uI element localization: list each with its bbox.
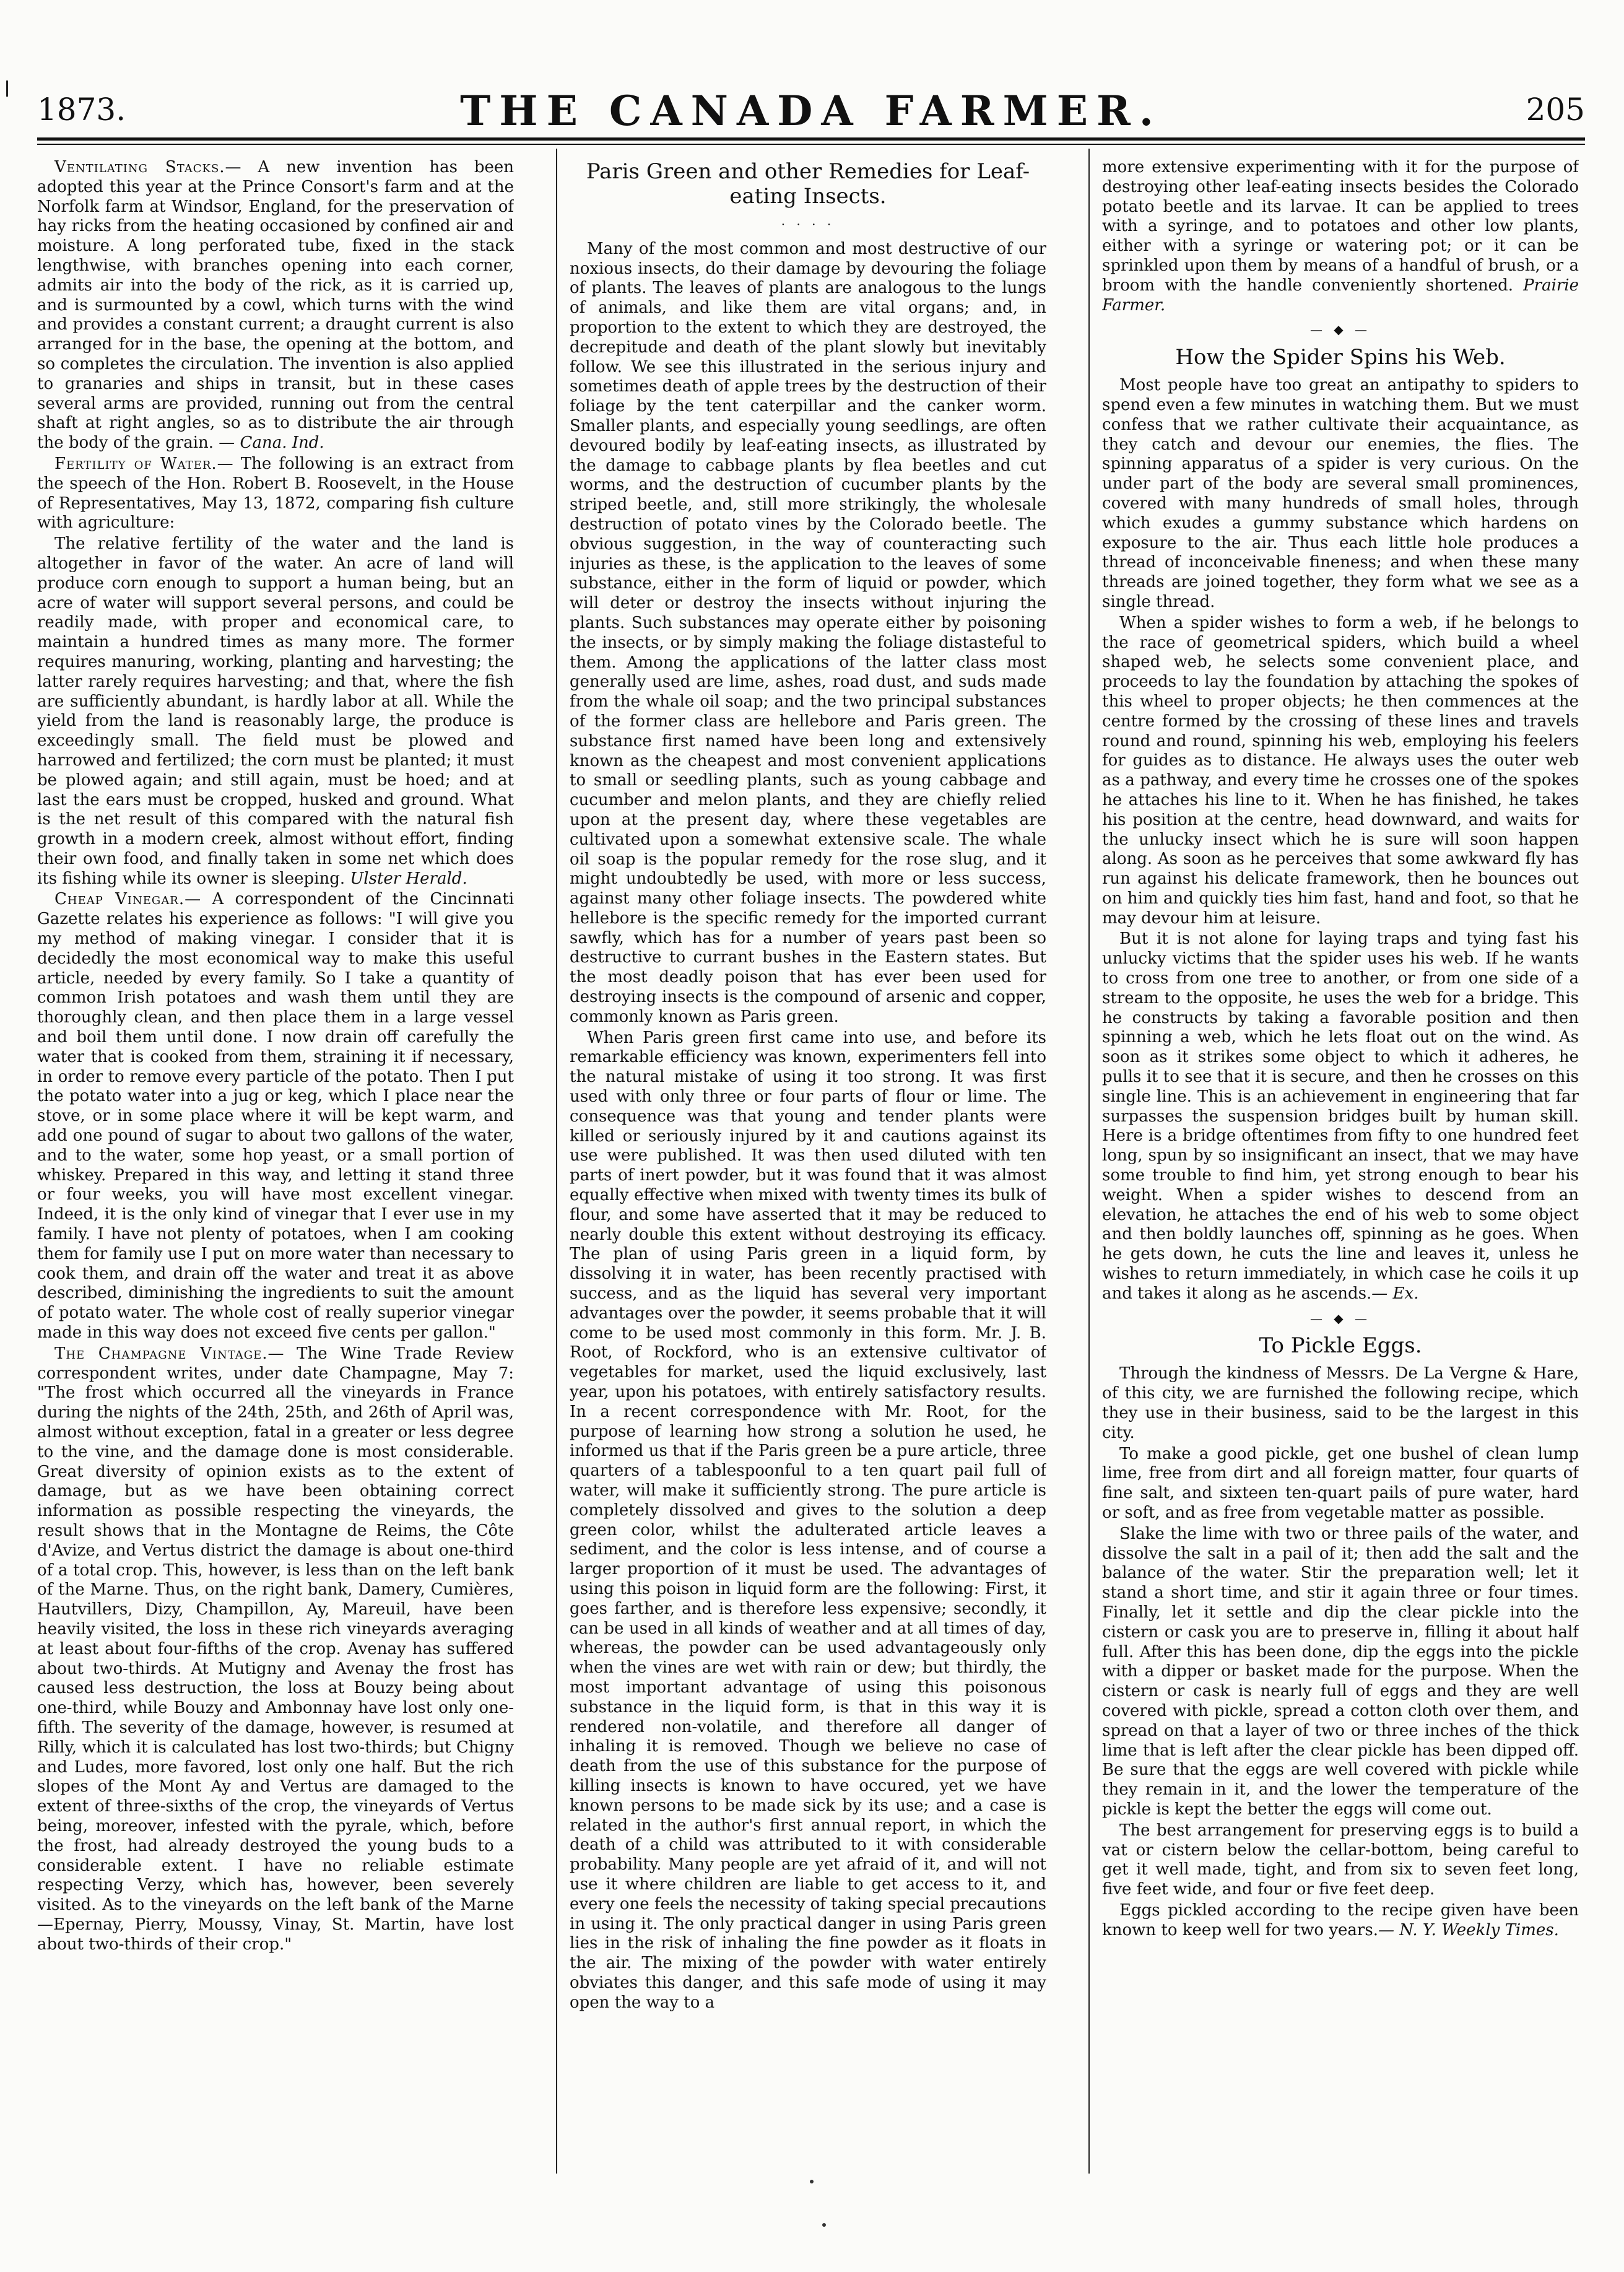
article-paragraph: The relative fertility of the water and the land is altogether in favor of the water. An acre of land will produce corn enough to support a human being, but an acre of water will support several persons, and could be readily made, with proper and economical care, to maintain a hundred times as many more. The former requires manuring, working, planting and harvesting; the latter rarely requires harvesting; and that, where the fish are sufficiently abundant, is hardly labor at all. While the yield from the land is reasonably large, the produce is exceedingly small. The field must be plowed and harrowed and fertilized; the corn must be planted; it must be plowed again; and still again, must be hoed; and at last the ears must be cropped, husked and ground. What is the net result of this compared with the natural fish growth in a modern creek, almost without effort, finding their own food, and finally taken in some net which does its fishing while its owner is sleeping. Ulster Herald. xyxy=(37,534,514,888)
article-fertility-of-water xyxy=(37,455,514,533)
article-body: — The Wine Trade Review correspondent writes, under date Champagne, May 7: "The frost which occurred all the vineyards in France during the nights of the 24th, 25th, and 26th of April was, almost without exception, fatal in a greater or less degree to the vine, and the damage done is most considerable. Great diversity of opinion exists as to the extent of damage, but as we have been obtaining correct information as possible respecting the vineyards, the result shows that in the Montagne de Reims, the Côte d'Avize, and Vertus district the damage is about one-third of a total crop. This, however, is less than on the left bank of the Marne. Thus, on the right bank, Damery, Cumières, Hautvillers, Dizy, Champillon, Ay, Mareuil, have been heavily visited, the loss in these rich vineyards averaging at least about four-fifths of the crop. Avenay has suffered about two-thirds. At Mutigny and Avenay the frost has caused less destruction, the loss at Bouzy being about one-third, while Bouzy and Ambonnay have lost only one-fifth. The severity of the damage, however, is resumed at Rilly, which it is calculated has lost two-thirds; but Chigny and Ludes, more favored, lost only one half. But the rich slopes of the Mont Ay and Vertus are damaged to the extent of three-sixths of the crop, the vineyards of Vertus being, moreover, infested with the pyrale, which, before the frost, had already destroyed the young buds to a considerable extent. I have no reliable estimate respecting Verzy, which has, however, been severely visited. As to the vineyards on the left bank of the Marne—Epernay, Pierry, Moussy, Vinay, St. Martin, have lost about two-thirds of their crop." xyxy=(37,1344,514,1954)
article-body: — A new invention has been adopted this year at the Prince Consort's farm and at the Norfolk farm at Windsor, England, for the preservation of hay ricks from the heating occasioned by confined air and moisture. A long perforated tube, fixed in the stack lengthwise, with branches opening into each corner, admits air into the body of the rick, as it is carried up, and is surmounted by a cowl, which turns with the wind and provides a constant current; a draught current is also arranged for in the base, the opening at the bottom, and so completes the circulation. The invention is also applied to granaries and ships in transit, but in these cases several arms are provided, running out from the central shaft at right angles, so as to distribute the air through the body of the grain. xyxy=(37,158,514,453)
article-champagne-vintage xyxy=(37,1344,514,1955)
article-paragraph: To make a good pickle, get one bushel of clean lump lime, free from dirt and all foreign matter, four quarts of fine salt, and sixteen ten-quart pails of pure water, hard or soft, and as free from vegetable matter as possible. xyxy=(1102,1444,1579,1522)
column-3 xyxy=(1102,158,1579,2158)
article-title: Fertility of Water. xyxy=(54,454,217,473)
column-divider xyxy=(1088,149,1090,2174)
divider: — ◆ — xyxy=(1309,322,1371,337)
article-title: Cheap Vinegar. xyxy=(54,890,185,909)
divider: · · · · xyxy=(781,217,835,232)
article-heading-paris-green: Paris Green and other Remedies for Leaf-eating Insects. xyxy=(586,159,1030,209)
article-heading-pickle-eggs: To Pickle Eggs. xyxy=(1259,1333,1422,1359)
article-source: — Ex. xyxy=(1371,1284,1419,1303)
article-paragraph: Slake the lime with two or three pails of the water, and dissolve the salt in a pail of it; then add the salt and the balance of the water. Stir the preparation well; let it stand a short time, and stir it again three or four times. Finally, let it settle and dip the clear pickle into the cistern or cask you are to preserve in, filling it about half full. After this has been done, dip the eggs into the pickle with a dipper or basket made for the purpose. When the cistern or cask is nearly full of eggs and they are well covered with pickle, spread a cotton cloth over them, and spread on that a layer of two or three inches of the thick lime that is left after the clear pickle has been dipped off. Be sure that the eggs are well covered with pickle while they remain in it, and the lower the temperature of the pickle is kept the better the eggs will come out. xyxy=(1102,1524,1579,1819)
article-paragraph: Through the kindness of Messrs. De La Vergne & Hare, of this city, we are furnished the following recipe, which they use in their business, said to be the largest in this city. xyxy=(1102,1364,1579,1442)
article-source: Prairie Farmer. xyxy=(1102,276,1579,315)
article-paragraph: Eggs pickled according to the recipe given have been known to keep well for two years.— N. Y. Weekly Times. xyxy=(1102,1900,1579,1939)
page-number: 205 xyxy=(1526,92,1585,128)
article-cheap-vinegar xyxy=(37,890,514,1343)
article-paragraph: Many of the most common and most destructive of our noxious insects, do their damage by devouring the foliage of plants. The leaves of plants are analogous to the lungs of animals, and like them are vital organs; and, in proportion to the extent to which they are destroyed, the decrepitude and death of the plant slowly but inevitably follow. We see this illustrated in the serious injury and sometimes death of apple trees by the destruction of their foliage by the tent caterpillar and the canker worm. Smaller plants, and especially young seedlings, are often devoured bodily by leaf-eating insects, as illustrated by the damage to cabbage plants by flea beetles and cut worms, and the destruction of cucumber plants by the striped beetle, and, still more strikingly, the wholesale destruction of potato vines by the Colorado beetle. The obvious suggestion, in the way of counteracting such injuries as these, is the application to the leaves of some substance, either in the form of liquid or powder, which will deter or destroy the insects without injuring the plants. Such substances may operate either by poisoning the insects, or by simply making the foliage distasteful to them. Among the applications of the latter class most generally used are lime, ashes, road dust, and suds made from the whale oil soap; and the two principal substances of the former class are hellebore and Paris green. The substance first named have been long and extensively known as the cheapest and most convenient applications to small or seedling plants, such as young cabbage and cucumber and melon plants, and they are chiefly relied upon at the present day, where these vegetables are cultivated upon a somewhat extensive scale. The whale oil soap is the popular remedy for the rose slug, and it might undoubtedly be used, with more or less success, against many other foliage insects. The powdered white hellebore is the specific remedy for the imported currant sawfly, which has for a number of years past been so destructive to currant bushes in the Eastern states. But the most deadly poison that has ever been used for destroying insects is the compound of arsenic and copper, commonly known as Paris green. xyxy=(570,239,1046,1026)
article-body: — A correspondent of the Cincinnati Gazette relates his experience as follows: "I will give you my method of making vinegar. I consider that it is decidedly the most economical way to make this useful article, needed by every family. So I take a quantity of common Irish potatoes and wash them until they are thoroughly clean, and then place them in a large vessel and boil them until done. I now drain off carefully the water that is cooked from them, straining it if necessary, in order to remove every particle of the potato. Then I put the potato water into a jug or keg, which I place near the stove, or in some place where it will be kept warm, and add one pound of sugar to about two gallons of the water, and to the water, some hop yeast, or a small portion of whiskey. Prepared in this way, and letting it stand three or four weeks, you will have most excellent vinegar. Indeed, it is the only kind of vinegar that I ever use in my family. I have not plenty of potatoes, when I am cooking them for family use I put on more water than necessary to cook them, and drain off the water and treat it as above described, diminishing the ingredients to suit the amount of potato water. The whole cost of really superior vinegar made in this way does not exceed five cents per gallon." xyxy=(37,890,514,1343)
column-2 xyxy=(570,158,1046,2158)
article-ventilating-stacks xyxy=(37,158,514,453)
header-rule-thin xyxy=(37,144,1585,145)
article-heading-spider: How the Spider Spins his Web. xyxy=(1175,345,1506,370)
column-1 xyxy=(37,158,514,2158)
divider: — ◆ — xyxy=(1309,1310,1371,1326)
article-paragraph: more extensive experimenting with it for the purpose of destroying other leaf-eating insects besides the Colorado potato beetle and its larvae. It can be applied to trees with a syringe, and to potatoes and other low plants, either with a syringe or watering pot; or it can be sprinkled upon them by means of a handful of brush, or a broom with the handle conveniently shortened. Prairie Farmer. xyxy=(1102,158,1579,315)
print-dot xyxy=(822,2223,826,2227)
article-source: Ulster Herald. xyxy=(350,869,467,888)
article-title: The Champagne Vintage. xyxy=(54,1344,268,1363)
year: 1873. xyxy=(37,92,126,128)
column-divider xyxy=(556,149,557,2174)
article-source: — Cana. Ind. xyxy=(219,433,324,453)
article-paragraph: When a spider wishes to form a web, if he belongs to the race of geometrical spiders, which build a wheel shaped web, he selects some convenient place, and proceeds to lay the foundation by attaching the spokes of this wheel to proper objects; he then commences at the centre formed by the crossing of these lines and travels round and round, spinning his web, employing his feelers for guides as to distance. He always uses the outer web as a pathway, and every time he crosses one of the spokes he attaches his line to it. When he has finished, he takes his position at the centre, head downward, and waits for the unlucky insect which he is sure will soon happen along. As soon as he perceives that some awkward fly has run against his delicate framework, then he bounces out on him and quickly ties him fast, hand and foot, so that he may devour him at leisure. xyxy=(1102,613,1579,928)
article-paragraph: When Paris green first came into use, and before its remarkable efficiency was known, experimenters fell into the natural mistake of using it too strong. It was first used with only three or four parts of flour or lime. The consequence was that young and tender plants were killed or seriously injured by it and cautions against its use were published. It was then used diluted with ten parts of inert powder, but it was found that it was almost equally effective when mixed with twenty times its bulk of flour, and some have asserted that it may be reduced to nearly double this extent without destroying its efficacy. The plan of using Paris green in a liquid form, by dissolving it in water, has been recently practised with success, and as the liquid has several very important advantages over the powder, it seems probable that it will come to be used most commonly in this form. Mr. J. B. Root, of Rockford, who is an extensive cultivator of vegetables for market, used the liquid exclusively, last year, upon his potatoes, with entirely satisfactory results. In a recent correspondence with Mr. Root, for the purpose of learning how strong a solution he used, he informed us that if the Paris green be a pure article, three quarters of a tablespoonful to a ten quart pail full of water, will make it sufficiently strong. The pure article is completely dissolved and gives to the solution a deep green color, whilst the adulterated article leaves a sediment, and the color is less intense, and of course a larger proportion of it must be used. The advantages of using this poison in liquid form are the following: First, it goes farther, and is therefore less expensive; secondly, it can be used in all kinds of weather and at all times of day, whereas, the powder can be used advantageously only when the vines are wet with rain or dew; but thirdly, the most important advantage of using this poisonous substance in the liquid form, is that in this way it is rendered non-volatile, and therefore all danger of inhaling it is removed. Though we believe no case of death from the use of this substance for the purpose of killing insects is known to have occured, yet we have known persons to be made sick by its use; and a case is related in the author's first annual report, in which the death of a child was attributed to it with considerable probability. Many people are yet afraid of it, and will not use it where children are liable to get access to it, and every one feels the necessity of taking special precautions in using it. The only practical danger in using Paris green lies in the risk of inhaling the fine powder as it floats in the air. The mixing of the powder with water entirely obviates this danger, and this safe mode of using it may open the way to a xyxy=(570,1028,1046,2012)
article-paragraph: Most people have too great an antipathy to spiders to spend even a few minutes in watching them. But we must confess that we rather cultivate their acquaintance, as they catch and devour our enemies, the flies. The spinning apparatus of a spider is very curious. On the under part of the body are several small prominences, covered with many hundreds of small holes, through which exudes a gummy substance which hardens on exposure to the air. Thus each little hole produces a thread of inconceivable fineness; and when these many threads are joined together, they form what we see as a single thread. xyxy=(1102,376,1579,611)
newspaper-title: THE CANADA FARMER. xyxy=(460,87,1162,135)
margin-mark xyxy=(6,81,8,97)
article-source: — N. Y. Weekly Times. xyxy=(1378,1920,1559,1939)
article-paragraph: But it is not alone for laying traps and tying fast his unlucky victims that the spider uses his web. If he wants to cross from one tree to another, or from one side of a stream to the opposite, he uses the web for a bridge. This he constructs by taking a favorable position and then spinning a web, which he lets float out on the wind. As soon as it strikes some object to which it adheres, he pulls it to see that it is secure, and then he crosses on this single line. This is an achievement in engineering that far surpasses the suspension bridges built by human skill. Here is a bridge oftentimes from fifty to one hundred feet long, spun by so insignificant an insect, that we may have some trouble to find him, yet strong enough to bear his weight. When a spider wishes to descend from an elevation, he attaches the end of his web to some object and then boldly launches off, spinning as he goes. When he gets down, he cuts the line and leaves it, unless he wishes to return immediately, in which case he coils it up and takes it along as he ascends.— Ex. xyxy=(1102,929,1579,1303)
page-header xyxy=(37,87,1585,135)
header-rule xyxy=(37,137,1585,141)
article-paragraph: The best arrangement for preserving eggs is to build a vat or cistern below the cellar-bottom, being careful to get it well made, tight, and from six to seven feet long, five feet wide, and four or five feet deep. xyxy=(1102,1821,1579,1899)
article-body: — The following is an extract from the speech of the Hon. Robert B. Roosevelt, in the House of Representatives, May 13, 1872, comparing fish culture with agriculture: xyxy=(37,454,514,533)
article-title: Ventilating Stacks. xyxy=(54,158,225,176)
print-dot xyxy=(810,2180,814,2183)
